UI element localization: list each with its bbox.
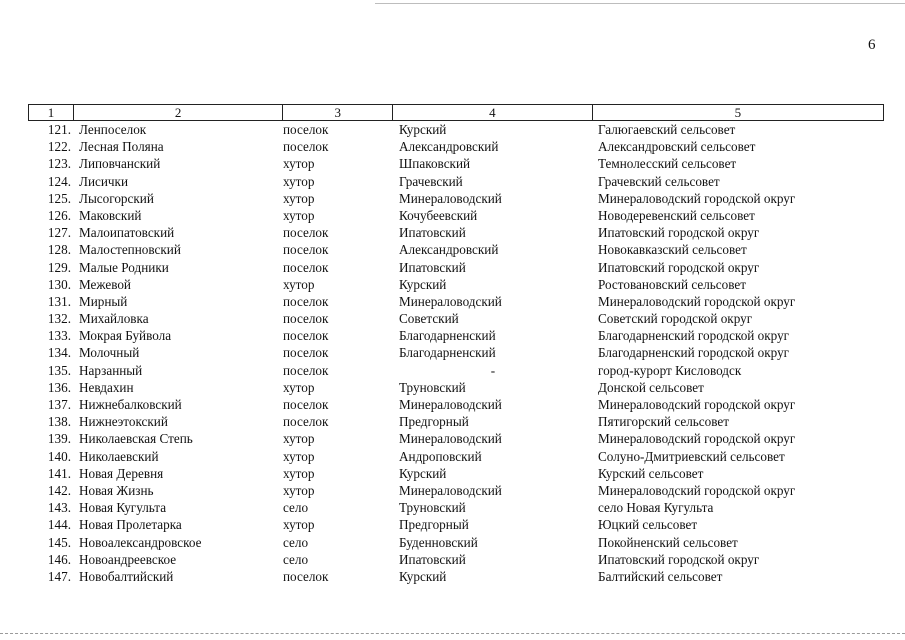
settlement-name: Малоипатовский [79,225,175,241]
table-row [28,430,884,447]
settlement-type: поселок [283,225,329,241]
table-row [28,413,884,430]
municipality-name: Юцкий сельсовет [598,517,698,533]
settlement-type: поселок [283,311,329,327]
district-name: Предгорный [399,517,469,533]
table-row [28,138,884,155]
header-col-4: 4 [393,105,593,120]
settlement-type: поселок [283,568,329,584]
table-row [28,482,884,499]
settlement-name: Новобалтийский [79,568,174,584]
table-row [28,259,884,276]
settlement-type: хутор [283,379,315,395]
district-name: Кочубеевский [399,207,478,223]
municipality-name: город-курорт Кисловодск [598,362,742,378]
settlement-name: Новая Кугульта [79,500,167,516]
table-row [28,362,884,379]
settlement-type: поселок [283,414,329,430]
table-row [28,190,884,207]
settlement-name: Невдахин [79,379,134,395]
district-name: Предгорный [399,414,469,430]
settlement-type: хутор [283,276,315,292]
district-name: Ипатовский [399,225,466,241]
settlement-type: поселок [283,362,329,378]
table-row [28,516,884,533]
table-row [28,293,884,310]
settlement-name: Михайловка [79,311,149,327]
district-name: Минераловодский [399,482,502,498]
municipality-name: Минераловодский городской округ [598,190,796,206]
row-number: 139. [47,431,71,447]
settlement-name: Новая Деревня [79,465,164,481]
row-number: 127. [47,225,71,241]
settlement-type: хутор [283,173,315,189]
municipality-name: Курский сельсовет [598,465,704,481]
bottom-scan-rule [0,633,905,634]
table-row [28,224,884,241]
municipality-name: Покойненский сельсовет [598,534,738,550]
settlement-type: поселок [283,259,329,275]
municipality-name: Минераловодский городской округ [598,397,796,412]
table-row [28,173,884,190]
settlement-type: село [283,551,309,567]
settlement-name: Новая Жизнь [79,482,154,498]
row-number: 135. [47,362,71,378]
header-col-2: 2 [74,105,284,120]
municipality-name: Темнолесский сельсовет [598,156,737,172]
settlement-type: хутор [283,482,315,498]
settlement-name: Николаевский [79,448,159,464]
district-name: Советский [399,311,459,327]
district-name: Грачевский [399,173,463,189]
row-number: 140. [47,448,71,464]
table-row [28,499,884,516]
row-number: 122. [47,139,71,155]
settlement-name: Мирный [79,293,128,309]
district-name: Шпаковский [399,156,471,172]
district-name: Александровский [399,139,499,155]
municipality-name: Советский городской округ [598,311,753,327]
municipality-name: Ипатовский городской округ [598,225,760,241]
settlement-type: село [283,500,309,516]
table-row [28,241,884,258]
municipality-name: Минераловодский городской округ [598,482,796,498]
row-number: 141. [47,465,71,481]
district-name: Ипатовский [399,551,466,567]
header-col-5: 5 [734,105,742,120]
table-row [28,568,884,585]
row-number: 134. [47,345,71,361]
district-name: Труновский [399,379,466,395]
district-name: - [490,362,496,378]
row-number: 132. [47,311,71,327]
settlement-name: Лесная Поляна [79,139,164,155]
table-row [28,155,884,172]
table-row [28,310,884,327]
municipality-name: Ростовановский сельсовет [598,276,747,292]
district-name: Благодарненский [399,345,496,361]
municipality-name: село Новая Кугульта [598,500,714,516]
table-row [28,551,884,568]
settlement-name: Новая Пролетарка [79,517,182,533]
settlement-name: Лисички [79,173,129,189]
table-header [28,104,884,121]
row-number: 123. [47,156,71,172]
settlement-name: Малые Родники [79,259,169,275]
municipality-name: Минераловодский городской округ [598,431,796,447]
settlement-type: поселок [283,328,329,344]
municipality-name: Благодарненский городской округ [598,345,790,361]
row-number: 130. [47,276,71,292]
table-row [28,448,884,465]
settlement-name: Маковский [79,207,142,223]
municipality-name: Ипатовский городской округ [598,259,760,275]
municipality-name: Благодарненский городской округ [598,328,790,344]
row-number: 138. [47,414,71,430]
municipality-name: Балтийский сельсовет [598,568,723,584]
district-name: Александровский [399,242,499,258]
row-number: 145. [47,534,71,550]
settlement-type: хутор [283,448,315,464]
settlement-type: поселок [283,397,329,412]
district-name: Минераловодский [399,397,502,412]
municipality-name: Донской сельсовет [598,379,704,395]
settlement-type: хутор [283,156,315,172]
settlement-type: хутор [283,465,315,481]
district-name: Курский [399,276,447,292]
row-number: 143. [47,500,71,516]
top-scan-rule [375,3,905,4]
page-number: 6 [868,37,876,53]
table-row [28,121,884,138]
municipality-name: Александровский сельсовет [598,139,756,155]
district-name: Курский [399,122,447,137]
settlement-type: село [283,534,309,550]
settlement-type: поселок [283,242,329,258]
municipality-name: Новокавказский сельсовет [598,242,747,258]
municipality-name: Ипатовский городской округ [598,551,760,567]
row-number: 142. [47,482,71,498]
row-number: 137. [47,397,71,412]
header-col-1: 1 [29,105,74,120]
district-name: Курский [399,568,447,584]
settlement-type: хутор [283,190,315,206]
header-col-3: 3 [283,105,393,120]
district-name: Буденновский [399,534,478,550]
municipality-name: Новодеревенский сельсовет [598,207,755,223]
row-number: 128. [47,242,71,258]
settlement-type: поселок [283,139,329,155]
table-row [28,379,884,396]
district-name: Благодарненский [399,328,496,344]
settlement-name: Николаевская Степь [79,431,193,447]
row-number: 131. [47,293,71,309]
municipality-name: Галюгаевский сельсовет [598,122,736,137]
settlement-name: Молочный [79,345,140,361]
district-name: Минераловодский [399,293,502,309]
settlement-name: Мокрая Буйвола [79,328,172,344]
settlement-type: хутор [283,207,315,223]
district-name: Андроповский [399,448,482,464]
settlement-name: Липовчанский [79,156,161,172]
district-name: Минераловодский [399,431,502,447]
municipality-name: Минераловодский городской округ [598,293,796,309]
table-row [28,207,884,224]
settlement-type: поселок [283,293,329,309]
district-name: Ипатовский [399,259,466,275]
row-number: 126. [47,207,71,223]
municipality-name: Пятигорский сельсовет [598,414,730,430]
row-number: 124. [47,173,71,189]
settlements-table [28,104,884,585]
table-row [28,534,884,551]
table-row [28,276,884,293]
row-number: 133. [47,328,71,344]
row-number: 144. [47,517,71,533]
settlement-name: Нижнеэтокский [79,414,168,430]
table-row [28,327,884,344]
settlement-type: поселок [283,345,329,361]
settlement-name: Малостепновский [79,242,181,258]
table-body [28,121,884,585]
row-number: 147. [47,568,71,584]
district-name: Труновский [399,500,466,516]
district-name: Курский [399,465,447,481]
table-row [28,344,884,361]
settlement-name: Лысогорский [79,190,154,206]
row-number: 146. [47,551,71,567]
settlement-type: поселок [283,122,329,137]
table-row [28,396,884,413]
settlement-type: хутор [283,517,315,533]
settlement-name: Нарзанный [79,362,143,378]
settlement-type: хутор [283,431,315,447]
settlement-name: Новоалександровское [79,534,202,550]
municipality-name: Солуно-Дмитриевский сельсовет [598,448,785,464]
table-row [28,465,884,482]
district-name: Минераловодский [399,190,502,206]
row-number: 129. [47,259,71,275]
settlement-name: Ленпоселок [79,122,147,137]
settlement-name: Новоандреевское [79,551,177,567]
row-number: 125. [47,190,71,206]
settlement-name: Нижнебалковский [79,397,182,412]
settlement-name: Межевой [79,276,131,292]
municipality-name: Грачевский сельсовет [598,173,720,189]
row-number: 136. [47,379,71,395]
row-number: 121. [47,122,71,137]
